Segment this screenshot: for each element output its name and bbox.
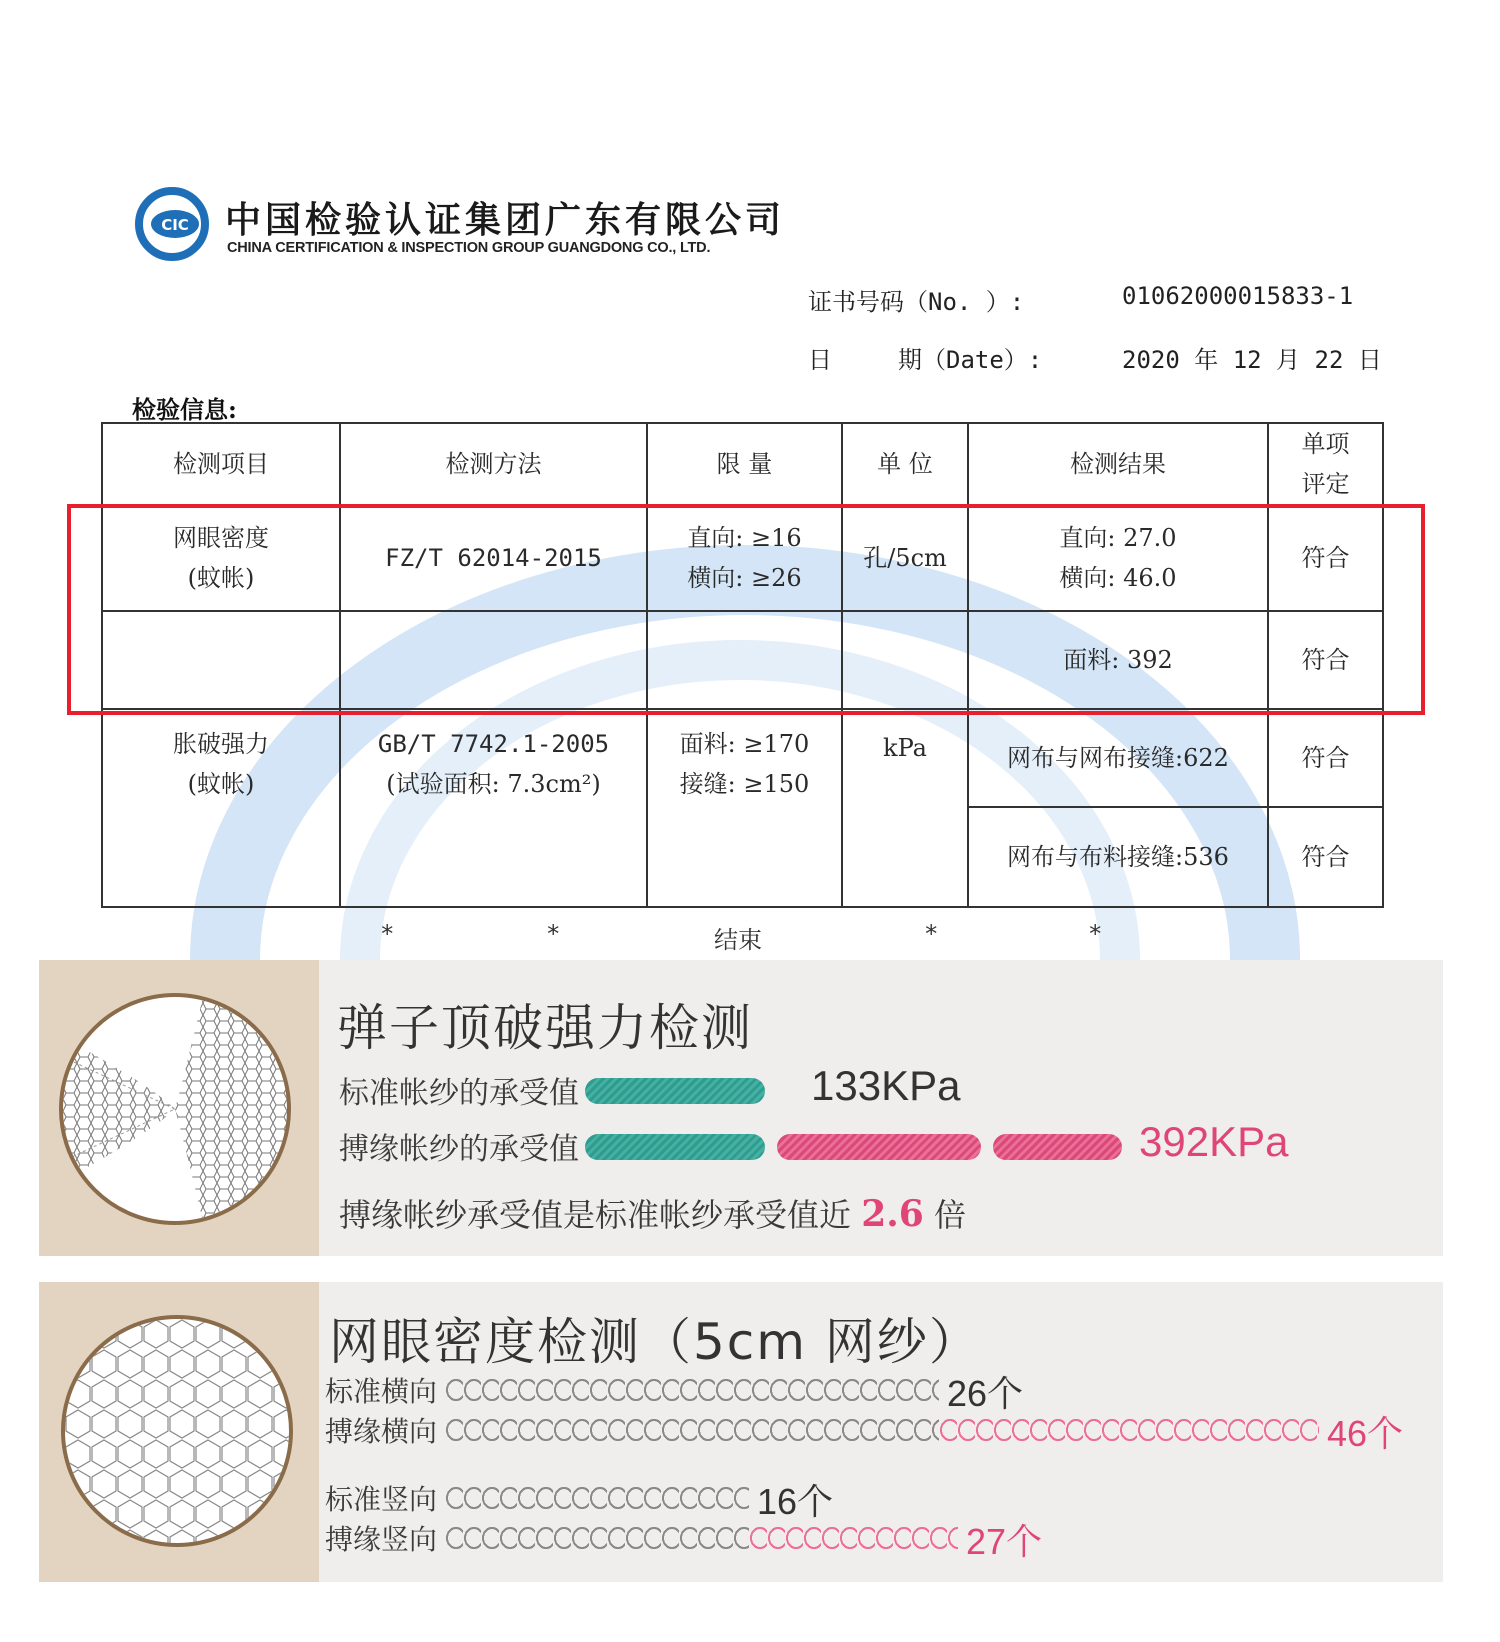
cell-limit (647, 709, 842, 907)
highlight-box (67, 504, 1425, 715)
cell-method: FZ/T 62014-2015 (340, 505, 647, 611)
end-star: * (1088, 920, 1103, 948)
header-item: 检测项目 (102, 423, 340, 505)
result-line-1: 直向: 27.0 (1059, 524, 1177, 552)
item-line-2: (蚊帐) (187, 564, 255, 592)
density-chain (445, 1486, 749, 1510)
premium-label: 搏缘帐纱的承受值 (339, 1132, 579, 1167)
item-line-1: 网眼密度 (173, 524, 269, 552)
burst-title: 弹子顶破强力检测 (337, 999, 753, 1057)
section-label: 检验信息: (132, 395, 237, 424)
result-line-2: 横向: 46.0 (1059, 564, 1177, 592)
limit-line-1: 直向: ≥16 (687, 524, 802, 552)
cell-verdict: 符合 (1268, 807, 1383, 907)
premium-bar-base (585, 1134, 765, 1160)
density-value: 26个 (947, 1373, 1024, 1414)
header-limit: 限 量 (647, 423, 842, 505)
cell-item (102, 709, 340, 907)
standard-value: 133KPa (811, 1062, 961, 1109)
date-label-2: 期（Date）: (898, 346, 1043, 374)
item-line-2: (蚊帐) (187, 770, 255, 798)
cert-label: 证书号码（No. ）: (808, 288, 1025, 316)
limit-line-2: 横向: ≥26 (687, 564, 802, 592)
mesh-stretch-image (59, 993, 291, 1225)
table-row (102, 709, 1383, 807)
company-name-cn: 中国检验认证集团广东有限公司 (225, 200, 786, 241)
cell-verdict: 符合 (1268, 505, 1383, 611)
cell-result: 网布与网布接缝:622 (968, 709, 1268, 807)
cic-logo-icon (134, 186, 210, 262)
end-star: * (924, 920, 939, 948)
note-text-2: 倍 (934, 1196, 967, 1234)
table-header-row (102, 423, 1383, 505)
density-label: 搏缘竖向 (325, 1523, 438, 1556)
unit-text: kPa (883, 734, 927, 762)
end-star: * (546, 920, 561, 948)
density-chain (445, 1418, 939, 1442)
cert-number: 01062000015833-1 (1122, 282, 1354, 310)
premium-value: 392KPa (1139, 1118, 1289, 1165)
end-text: 结束 (714, 926, 762, 954)
cell-verdict: 符合 (1268, 709, 1383, 807)
header-unit: 单 位 (842, 423, 968, 505)
density-value: 27个 (966, 1521, 1043, 1562)
density-title: 网眼密度检测（5cm 网纱） (329, 1313, 981, 1371)
header-verdict (1268, 423, 1383, 505)
limit-line-1: 面料: ≥170 (679, 730, 810, 758)
density-chain (445, 1378, 939, 1402)
note-ratio: 2.6 (861, 1193, 924, 1235)
mesh-hex-image (61, 1315, 293, 1547)
logo-text: CIC (161, 216, 189, 234)
cell-result: 网布与布料接缝:536 (968, 807, 1268, 907)
burst-panel (39, 960, 1443, 1256)
method-line-1: GB/T 7742.1-2005 (377, 730, 610, 758)
premium-bar-extra (993, 1134, 1121, 1160)
date-label-1: 日 (808, 346, 832, 374)
standard-bar (585, 1078, 765, 1104)
density-label: 标准竖向 (325, 1483, 438, 1516)
density-value: 16个 (757, 1481, 834, 1522)
cell-unit: 孔/5cm (842, 505, 968, 611)
density-panel (39, 1282, 1443, 1582)
ratio-note (339, 1190, 966, 1236)
density-chain (445, 1526, 749, 1550)
density-label: 搏缘横向 (325, 1415, 438, 1448)
header-verdict-2: 评定 (1301, 470, 1350, 498)
note-text-1: 搏缘帐纱承受值是标准帐纱承受值近 (339, 1196, 852, 1234)
density-value: 46个 (1327, 1413, 1404, 1454)
density-label: 标准横向 (325, 1375, 438, 1408)
header-method: 检测方法 (340, 423, 647, 505)
density-chain-extra (749, 1526, 958, 1550)
cell-unit (842, 709, 968, 907)
item-line-1: 胀破强力 (173, 730, 269, 758)
cell-verdict: 符合 (1268, 611, 1383, 709)
premium-bar-extra (777, 1134, 981, 1160)
cell-result: 面料: 392 (968, 611, 1268, 709)
limit-line-2: 接缝: ≥150 (679, 770, 810, 798)
standard-label: 标准帐纱的承受值 (339, 1076, 579, 1111)
cell-method (340, 709, 647, 907)
date-value: 2020 年 12 月 22 日 (1122, 346, 1382, 374)
header-result: 检测结果 (968, 423, 1268, 505)
company-name-en: CHINA CERTIFICATION & INSPECTION GROUP GUANGDONG CO., LTD. (227, 240, 711, 256)
density-chain-extra (939, 1418, 1319, 1442)
method-line-2: (试验面积: 7.3cm²) (386, 770, 601, 798)
end-star: * (380, 920, 395, 948)
header-verdict-1: 单项 (1301, 430, 1350, 458)
